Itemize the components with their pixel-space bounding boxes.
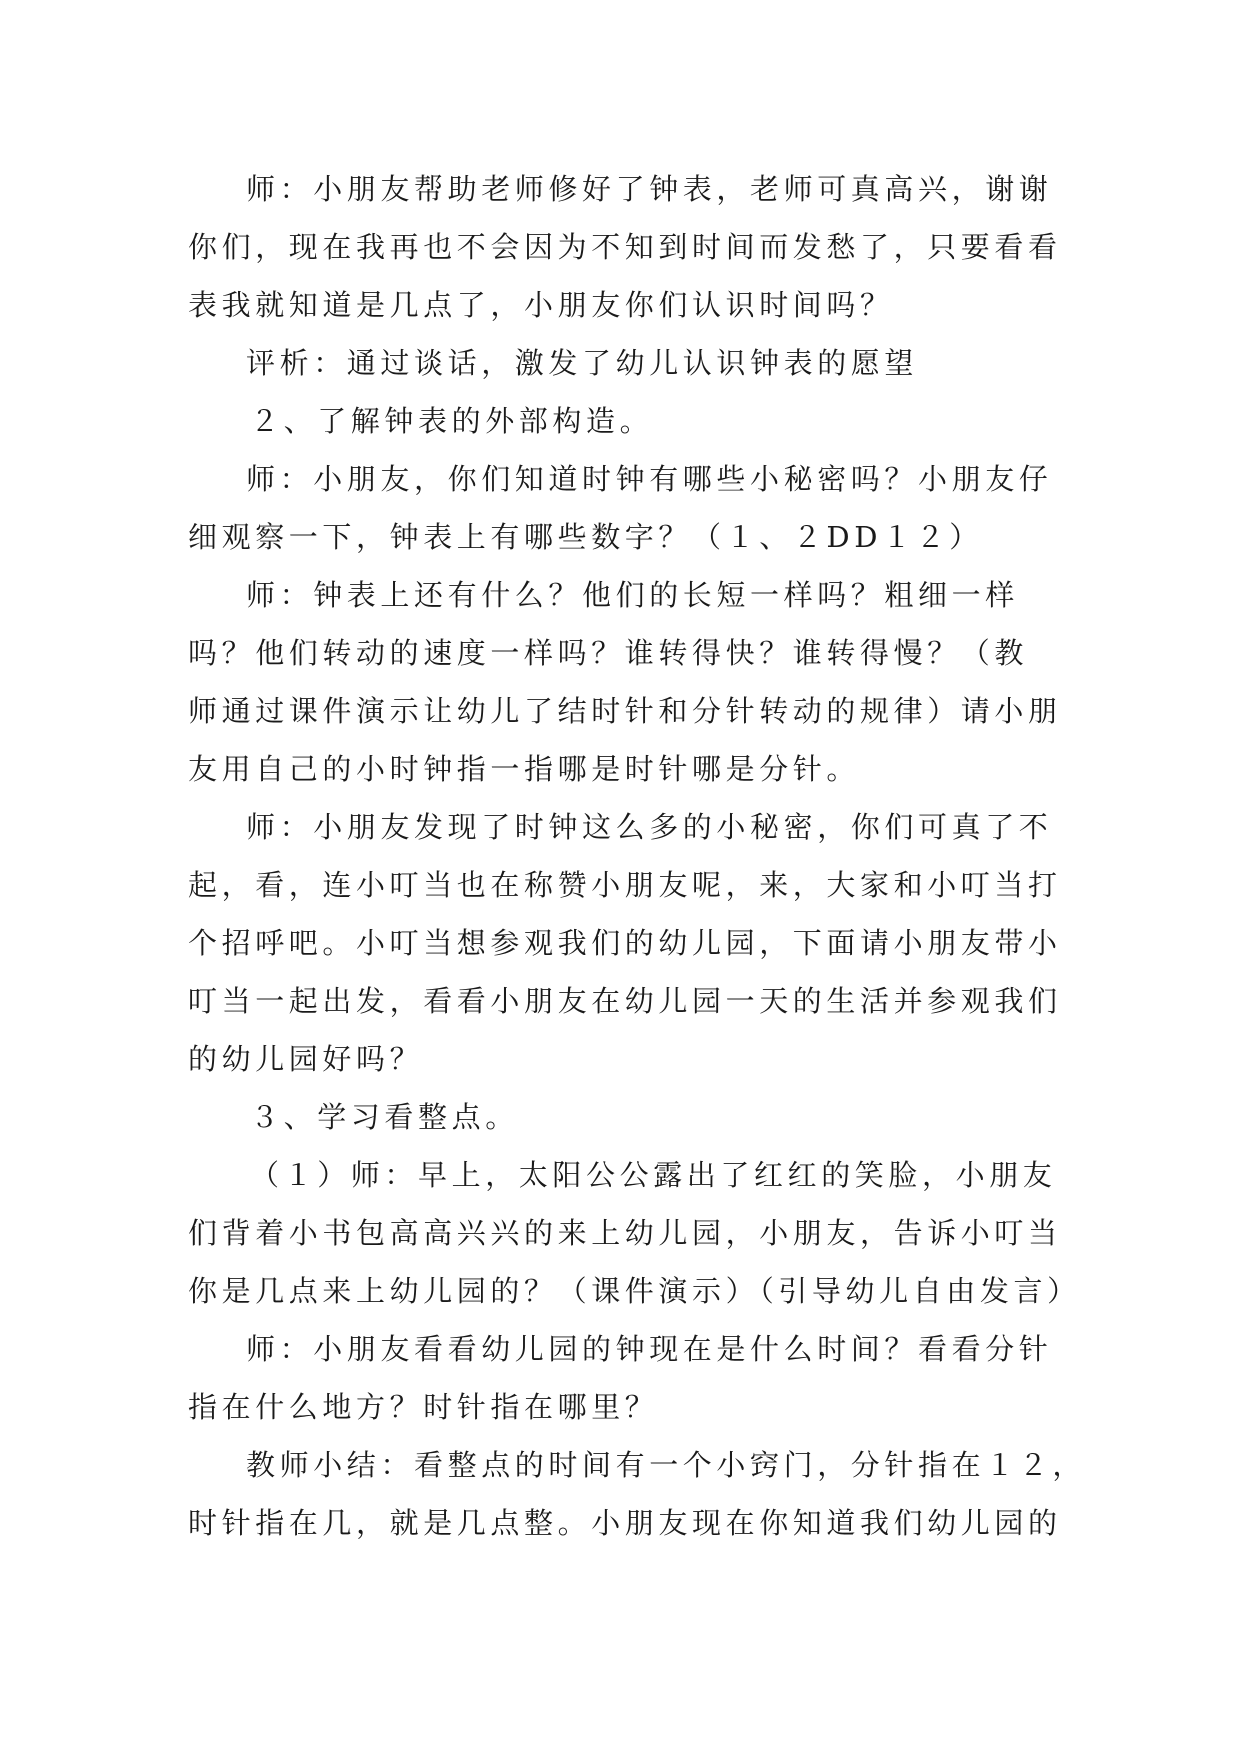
section-heading-2 (188, 392, 1058, 450)
paragraph-clock-hands (188, 566, 1062, 798)
text-line: 表我就知道是几点了，小朋友你们认识时间吗？ (188, 288, 894, 322)
text-line: ３、学习看整点。 (250, 1100, 519, 1134)
text-line: 师：钟表上还有什么？他们的长短一样吗？粗细一样 (246, 578, 1019, 612)
paragraph-xiaodingdang (188, 798, 1062, 1088)
text-line: 师：小朋友，你们知道时钟有哪些小秘密吗？小朋友仔 (246, 462, 1053, 496)
text-line: ２、了解钟表的外部构造。 (250, 404, 654, 438)
document-body (188, 160, 1087, 1552)
section-heading-3 (188, 1088, 1058, 1146)
text-line: 教师小结：看整点的时间有一个小窍门，分针指在１２， (246, 1448, 1087, 1482)
text-line: 师：小朋友看看幼儿园的钟现在是什么时间？看看分针 (246, 1332, 1053, 1366)
paragraph-morning (188, 1146, 1081, 1320)
text-line: 时针指在几，就是几点整。小朋友现在你知道我们幼儿园的 (188, 1506, 1062, 1540)
text-line: 吗？他们转动的速度一样吗？谁转得快？谁转得慢？（教 (188, 636, 1029, 670)
text-line: 起，看，连小叮当也在称赞小朋友呢，来，大家和小叮当打 (188, 868, 1062, 902)
text-line: 细观察一下，钟表上有哪些数字？（１、２DD１２） (188, 520, 983, 554)
text-line: 个招呼吧。小叮当想参观我们的幼儿园，下面请小朋友带小 (188, 926, 1062, 960)
paragraph-teacher-summary (188, 1436, 1087, 1552)
text-line: 师：小朋友发现了时钟这么多的小秘密，你们可真了不 (246, 810, 1053, 844)
text-line: 你们，现在我再也不会因为不知到时间而发愁了，只要看看 (188, 230, 1062, 264)
text-line: 师：小朋友帮助老师修好了钟表，老师可真高兴，谢谢 (246, 172, 1053, 206)
text-line: （１）师：早上，太阳公公露出了红红的笑脸，小朋友 (250, 1158, 1057, 1192)
paragraph-kindergarten-clock (188, 1320, 1058, 1436)
paragraph-clock-secrets (188, 450, 1058, 566)
text-line: 的幼儿园好吗？ (188, 1042, 424, 1076)
text-line: 友用自己的小时钟指一指哪是时针哪是分针。 (188, 752, 861, 786)
paragraph-teacher-thanks (188, 160, 1062, 334)
text-line: 评析：通过谈话，激发了幼儿认识钟表的愿望 (246, 346, 919, 380)
text-line: 师通过课件演示让幼儿了结时针和分针转动的规律）请小朋 (188, 694, 1062, 728)
text-line: 指在什么地方？时针指在哪里？ (188, 1390, 659, 1424)
text-line: 你是几点来上幼儿园的？（课件演示）（引导幼儿自由发言） (188, 1274, 1081, 1308)
paragraph-analysis (188, 334, 1058, 392)
text-line: 叮当一起出发，看看小朋友在幼儿园一天的生活并参观我们 (188, 984, 1062, 1018)
text-line: 们背着小书包高高兴兴的来上幼儿园，小朋友，告诉小叮当 (188, 1216, 1062, 1250)
